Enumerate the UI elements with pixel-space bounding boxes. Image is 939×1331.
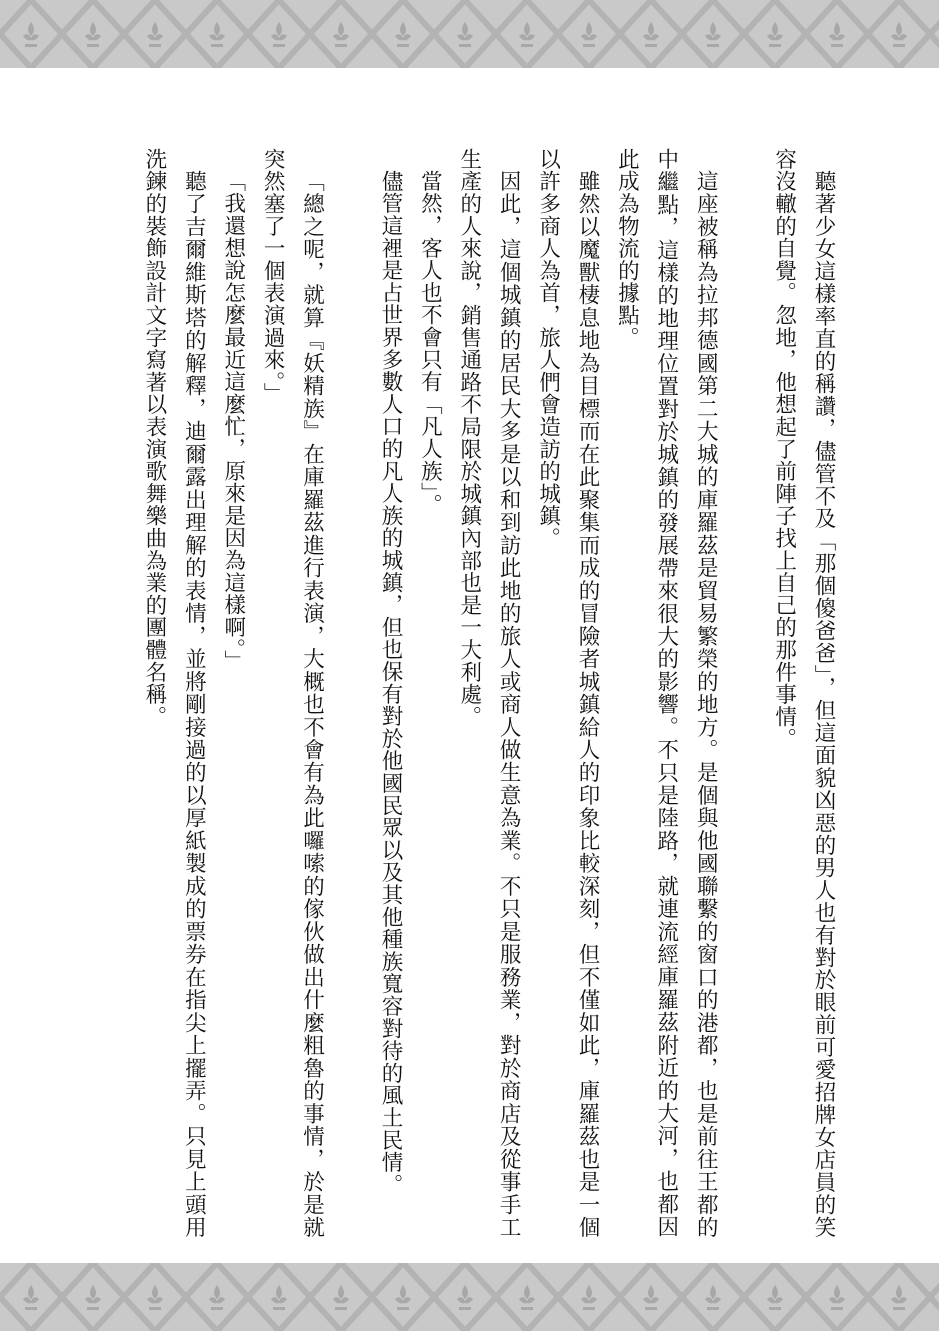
paragraph-9: 聽了吉爾維斯塔的解釋，迪爾露出理解的表情，並將剛接過的以厚紙製成的票券在指尖上擺弄。只見上頭用洗鍊的裝飾設計文字寫著以表演歌舞樂曲為業的團體名稱。 <box>141 148 207 1238</box>
bottom-band-pattern <box>0 1263 939 1331</box>
paragraph-6: 儘管這裡是占世界多數人口的凡人族的城鎮，但也保有對於他國民眾以及其他種族寬容對待的風土民情。 <box>377 169 403 1196</box>
paragraph-4: 因此，這個城鎮的居民大多是以和到訪此地的旅人或商人做生意為業。不只是服務業，對於商店及從事手工生產的人來說，銷售通路不局限於城鎮內部也是一大利處。 <box>456 148 522 1238</box>
paragraph-gap <box>332 148 371 1238</box>
vertical-text-body <box>83 148 843 1238</box>
paragraph-1: 聽著少女這樣率直的稱讚，儘管不及「那個傻爸爸」，但這面貌凶惡的男人也有對於眼前可愛招牌女店員的笑容沒轍的自覺。忽地，他想起了前陣子找上自己的那件事情。 <box>771 148 836 1238</box>
paragraph-2: 這座被稱為拉邦德國第二大城的庫羅茲是貿易繁榮的地方。是個與他國聯繫的窗口的港都，也是前往王都的中繼點，這樣的地理位置對於城鎮的發展帶來很大的影響。不只是陸路，就連流經庫羅茲附近的大河，也都因此成為物流的據點。 <box>614 148 719 1238</box>
top-decorative-band <box>0 0 939 68</box>
paragraph-3: 雖然以魔獸棲息地為目標而在此聚集而成的冒險者城鎮給人的印象比較深刻，但不僅如此，庫羅茲也是一個以許多商人為首，旅人們會造訪的城鎮。 <box>535 148 600 1238</box>
paragraph-gap <box>725 148 764 1238</box>
top-band-pattern <box>0 0 939 68</box>
paragraph-5: 當然，客人也不會只有「凡人族」。 <box>417 169 443 516</box>
paragraph-8: 「我還想說怎麼最近這麼忙，原來是因為這樣啊。」 <box>220 169 246 672</box>
paragraph-7: 「總之呢，就算『妖精族』在庫羅茲進行表演，大概也不會有為此囉嗦的傢伙做出什麼粗魯的事情，於是就突然塞了一個表演過來。」 <box>260 148 325 1238</box>
bottom-decorative-band <box>0 1263 939 1331</box>
